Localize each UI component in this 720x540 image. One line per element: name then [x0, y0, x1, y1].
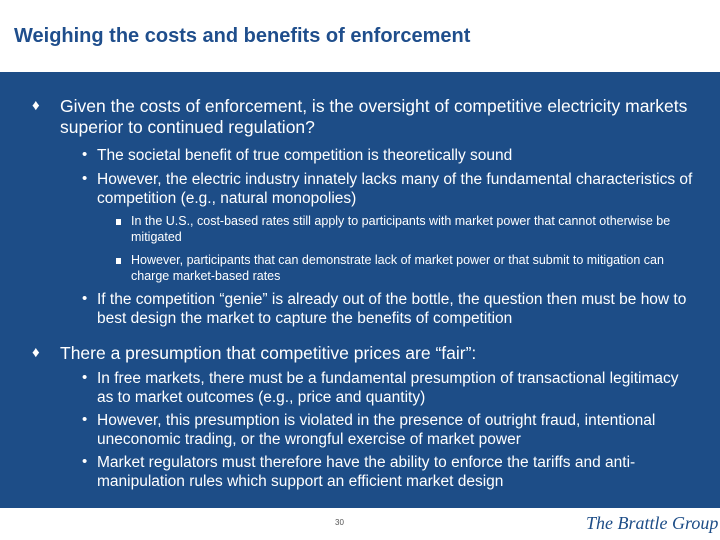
sub-bullet-1-1: The societal benefit of true competition is theoretically sound	[97, 147, 513, 164]
diamond-bullet-icon: ♦	[32, 344, 40, 361]
title-bar	[0, 0, 720, 72]
sub-bullet-2-2: However, this presumption is violated in the presence of outright fraud, intentional uneconomic trading, or the wrongful exercise of market power	[97, 412, 656, 448]
sub-bullet-2-3: Market regulators must therefore have the ability to enforce the tariffs and anti-manipulation rules which support an efficient market design	[97, 454, 636, 490]
page-number: 30	[335, 518, 344, 527]
sub-bullet-1-2: However, the electric industry innately lacks many of the fundamental characteristics of competition (e.g., natural monopolies)	[97, 171, 693, 207]
dot-bullet-icon: •	[82, 170, 88, 187]
sub-sub-bullet-1-2-1: In the U.S., cost-based rates still apply to participants with market power that cannot otherwise be mitigated	[131, 214, 671, 244]
sub-sub-bullet-1-2-2: However, participants that can demonstrate lack of market power or that submit to mitigation can charge market-based rates	[131, 253, 664, 283]
square-bullet-icon	[116, 219, 121, 225]
sub-bullet-2-1: In free markets, there must be a fundamental presumption of transactional legitimacy as to market outcomes (e.g., price and quantity)	[97, 370, 679, 406]
main-bullet-1: Given the costs of enforcement, is the oversight of competitive electricity markets superior to continued regulation?	[60, 96, 688, 137]
main-bullet-2: There a presumption that competitive prices are “fair”:	[60, 343, 477, 363]
dot-bullet-icon: •	[82, 411, 88, 428]
sub-bullet-1-3: If the competition “genie” is already out of the bottle, the question then must be how to best design the market to capture the benefits of competition	[97, 291, 687, 327]
diamond-bullet-icon: ♦	[32, 97, 40, 114]
brattle-group-logo: The Brattle Group	[586, 513, 719, 533]
slide-title: Weighing the costs and benefits of enforcement	[14, 25, 471, 47]
dot-bullet-icon: •	[82, 146, 88, 163]
dot-bullet-icon: •	[82, 290, 88, 307]
square-bullet-icon	[116, 258, 121, 264]
dot-bullet-icon: •	[82, 453, 88, 470]
dot-bullet-icon: •	[82, 369, 88, 386]
